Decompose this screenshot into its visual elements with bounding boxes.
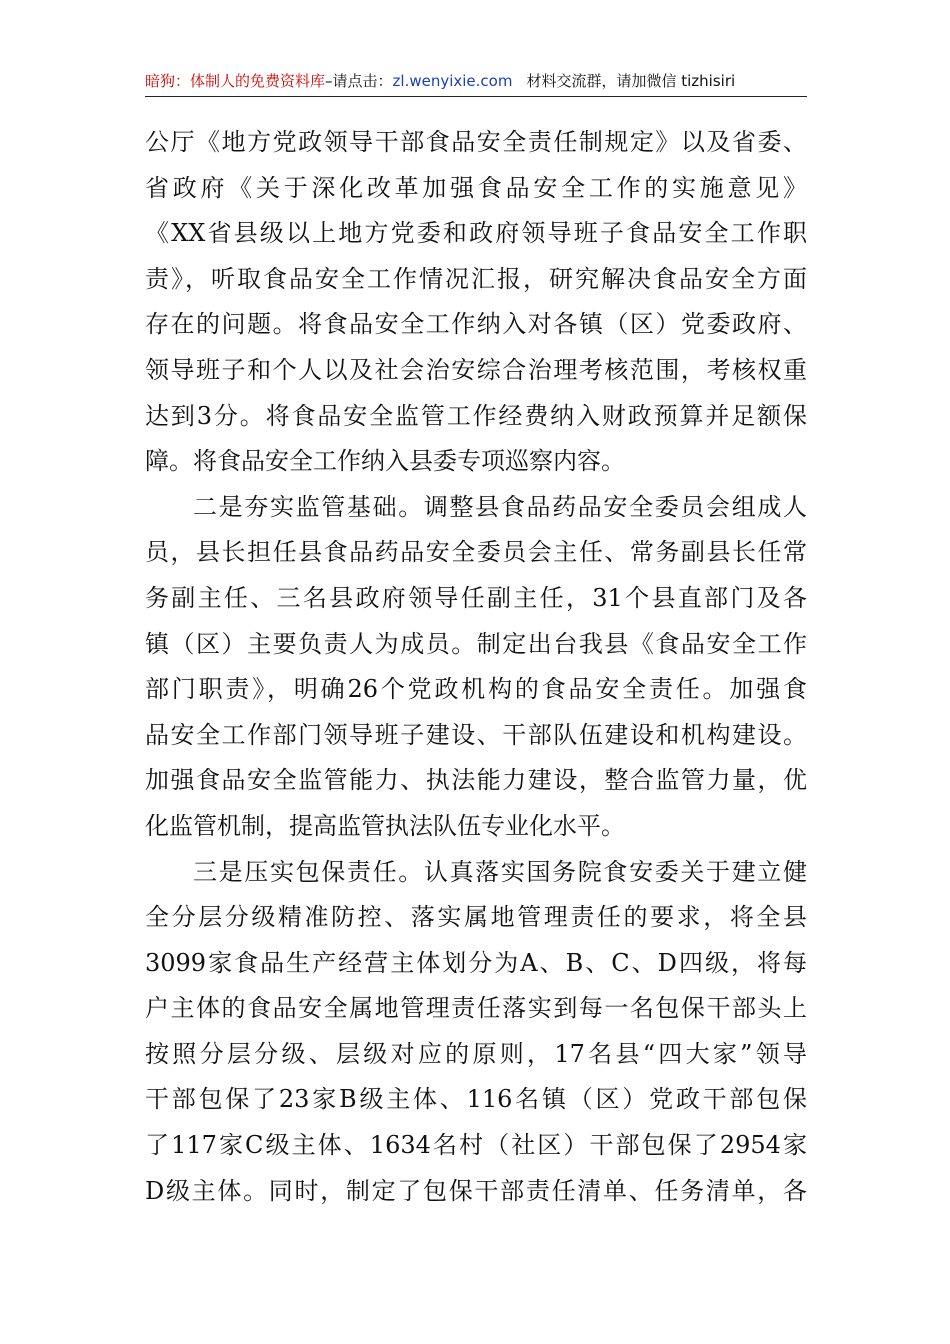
text-line: 部门职责》，明确26个党政机构的食品安全责任。加强食 (145, 675, 807, 704)
text-line: 存在的问题。将食品安全工作纳入对各镇（区）党委政府、 (145, 310, 807, 339)
text-line: 3099家食品生产经营主体划分为A、B、C、D四级，将每 (145, 948, 807, 977)
paragraph-3 (145, 850, 807, 1215)
text-line: 干部包保了23家B级主体、116名镇（区）党政干部包保 (145, 1085, 807, 1114)
paragraph-2 (145, 485, 807, 850)
text-line: 障。将食品安全工作纳入县委专项巡察内容。 (145, 447, 625, 476)
header-url-link[interactable]: zl.wenyixie.com (392, 72, 513, 90)
text-line: 务副主任、三名县政府领导任副主任，31个县直部门及各 (145, 583, 807, 612)
header-group-text: 材料交流群，请加微信 tizhisiri (526, 72, 736, 90)
text-line: 《XX省县级以上地方党委和政府领导班子食品安全工作职 (145, 219, 807, 248)
text-line: 了117家C级主体、1634名村（社区）干部包保了2954家 (145, 1131, 807, 1160)
text-line: 化监管机制，提高监管执法队伍专业化水平。 (145, 811, 625, 840)
header-site-name: 暗狗：体制人的免费资料库 (145, 72, 326, 90)
text-line: 达到3分。将食品安全监管工作经费纳入财政预算并足额保 (145, 401, 807, 430)
text-line: 省政府《关于深化改革加强食品安全工作的实施意见》 (145, 173, 807, 202)
document-body (145, 120, 807, 1214)
header-click-prompt: –请点击： (325, 72, 393, 90)
text-line: 镇（区）主要负责人为成员。制定出台我县《食品安全工作 (145, 629, 807, 658)
text-line: 二是夯实监管基础。调整县食品药品安全委员会组成人 (193, 492, 807, 521)
text-line: 全分层分级精准防控、落实属地管理责任的要求，将全县 (145, 903, 807, 932)
text-line: 户主体的食品安全属地管理责任落实到每一名包保干部头上 (145, 994, 807, 1023)
text-line: 公厅《地方党政领导干部食品安全责任制规定》以及省委、 (145, 128, 807, 156)
text-line: 按照分层分级、层级对应的原则，17名县“四大家”领导 (145, 1039, 807, 1068)
text-line: 员，县长担任县食品药品安全委员会主任、常务副县长任常 (145, 538, 807, 567)
text-line: 品安全工作部门领导班子建设、干部队伍建设和机构建设。 (145, 720, 807, 749)
page-header (145, 68, 807, 97)
text-line: 加强食品安全监管能力、执法能力建设，整合监管力量，优 (145, 766, 807, 795)
text-line: 责》，听取食品安全工作情况汇报，研究解决食品安全方面 (145, 264, 807, 293)
paragraph-1 (145, 120, 807, 485)
text-line: 三是压实包保责任。认真落实国务院食安委关于建立健 (193, 857, 807, 886)
text-line: D级主体。同时，制定了包保干部责任清单、任务清单，各 (145, 1176, 807, 1205)
text-line: 领导班子和个人以及社会治安综合治理考核范围，考核权重 (145, 355, 807, 384)
